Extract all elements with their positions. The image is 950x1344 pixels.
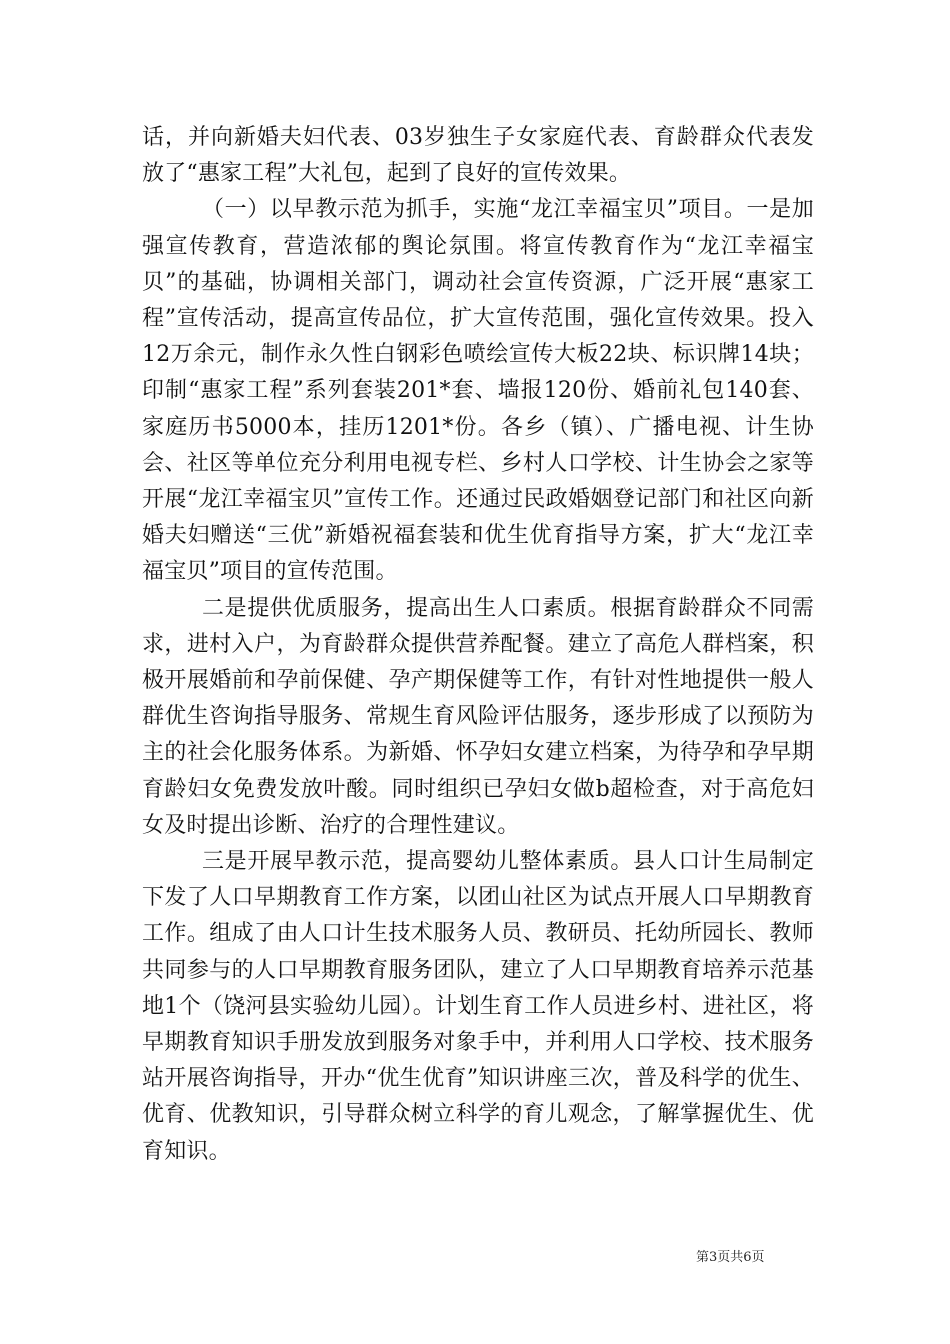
document-body (142, 120, 814, 1170)
paragraph-continuation: 话，并向新婚夫妇代表、03岁独生子女家庭代表、育龄群众代表发放了“惠家工程”大礼包，起到了良好的宣传效果。 (142, 125, 814, 187)
paragraph-section-one: （一）以早教示范为抓手，实施“龙江幸福宝贝”项目。一是加强宣传教育，营造浓郁的舆论氛围。将宣传教育作为“龙江幸福宝贝”的基础，协调相关部门，调动社会宣传资源，广泛开展“惠家工程”宣传活动，提高宣传品位，扩大宣传范围，强化宣传效果。投入12万余元，制作永久性白钢彩色喷绘宣传大板22块、标识牌14块；印制“惠家工程”系列套装201*套、墙报120份、婚前礼包140套、家庭历书5000本，挂历1201*份。各乡（镇）、广播电视、计生协会、社区等单位充分利用电视专栏、乡村人口学校、计生协会之家等开展“龙江幸福宝贝”宣传工作。还通过民政婚姻登记部门和社区向新婚夫妇赠送“三优”新婚祝福套装和优生优育指导方案，扩大“龙江幸福宝贝”项目的宣传范围。 (142, 197, 814, 585)
paragraph-item-three: 三是开展早教示范，提高婴幼儿整体素质。县人口计生局制定下发了人口早期教育工作方案，以团山社区为试点开展人口早期教育工作。组成了由人口计生技术服务人员、教研员、托幼所园长、教师共同参与的人口早期教育服务团队，建立了人口早期教育培养示范基地1个（饶河县实验幼儿园）。计划生育工作人员进乡村、进社区，将早期教育知识手册发放到服务对象手中，并利用人口学校、技术服务站开展咨询指导，开办“优生优育”知识讲座三次，普及科学的优生、优育、优教知识，引导群众树立科学的育儿观念，了解掌握优生、优育知识。 (142, 849, 814, 1164)
page-number-footer: 第3页共6页 (696, 1250, 765, 1265)
paragraph-item-two: 二是提供优质服务，提高出生人口素质。根据育龄群众不同需求，进村入户，为育龄群众提供营养配餐。建立了高危人群档案，积极开展婚前和孕前保健、孕产期保健等工作，有针对性地提供一般人群优生咨询指导服务、常规生育风险评估服务，逐步形成了以预防为主的社会化服务体系。为新婚、怀孕妇女建立档案，为待孕和孕早期育龄妇女免费发放叶酸。同时组织已孕妇女做b超检查，对于高危妇女及时提出诊断、治疗的合理性建议。 (142, 595, 814, 838)
